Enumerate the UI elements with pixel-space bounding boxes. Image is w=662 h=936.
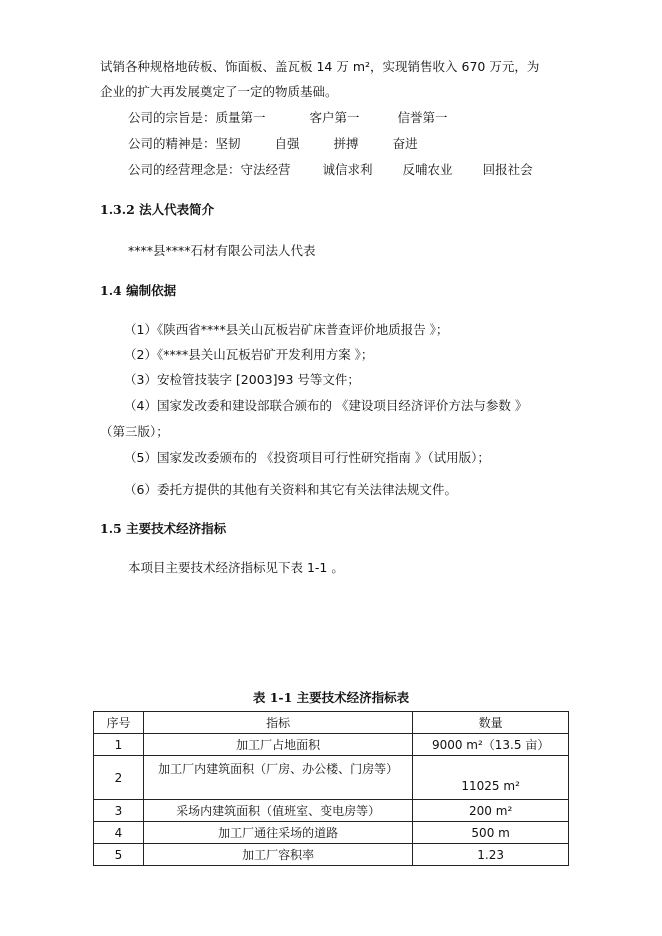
tenet-item: 客户第一 xyxy=(309,110,360,125)
indicator-table xyxy=(93,711,569,866)
column-header-quantity: 数量 xyxy=(413,712,569,734)
column-header-index: 序号 xyxy=(94,712,144,734)
row-indicator: 加工厂容积率 xyxy=(143,844,412,866)
table-row xyxy=(94,800,569,822)
paragraph-line: 企业的扩大再发展奠定了一定的物质基础。 xyxy=(100,84,338,99)
column-header-indicator: 指标 xyxy=(143,712,412,734)
row-index: 2 xyxy=(94,756,144,800)
basis-item: （6）委托方提供的其他有关资料和其它有关法律法规文件。 xyxy=(124,482,457,497)
tenet-item: 信誉第一 xyxy=(397,110,448,125)
section-heading-1-3-2: 1.3.2 法人代表简介 xyxy=(100,202,215,217)
basis-item: （第三版）； xyxy=(100,424,169,439)
company-tenets xyxy=(128,110,448,126)
table-row xyxy=(94,844,569,866)
philosophy-item: 诚信求利 xyxy=(322,162,373,177)
row-quantity: 200 m² xyxy=(413,800,569,822)
philosophy-label: 公司的经营理念是： xyxy=(128,162,241,177)
spirit-item: 坚韧 xyxy=(215,136,241,151)
row-index: 3 xyxy=(94,800,144,822)
row-indicator: 加工厂内建筑面积（厂房、办公楼、门房等） xyxy=(143,756,412,800)
paragraph-line: 试销各种规格地砖板、饰面板、盖瓦板 14 万 m²，实现销售收入 670 万元，为 xyxy=(100,59,540,74)
row-quantity: 9000 m²（13.5 亩） xyxy=(413,734,569,756)
spirit-item: 奋进 xyxy=(392,136,418,151)
philosophy-item: 回报社会 xyxy=(482,162,533,177)
row-indicator: 采场内建筑面积（值班室、变电房等） xyxy=(143,800,412,822)
table-row xyxy=(94,822,569,844)
row-index: 1 xyxy=(94,734,144,756)
table-row xyxy=(94,734,569,756)
table-caption: 表 1-1 主要技术经济指标表 xyxy=(252,690,410,705)
tenet-item: 质量第一 xyxy=(215,110,266,125)
tenets-label: 公司的宗旨是： xyxy=(128,110,216,125)
spirit-item: 自强 xyxy=(274,136,300,151)
table-header-row xyxy=(94,712,569,734)
row-quantity: 1.23 xyxy=(413,844,569,866)
section-heading-1-5: 1.5 主要技术经济指标 xyxy=(100,521,227,536)
philosophy-item: 守法经营 xyxy=(240,162,291,177)
row-index: 4 xyxy=(94,822,144,844)
row-indicator: 加工厂占地面积 xyxy=(143,734,412,756)
section-heading-1-4: 1.4 编制依据 xyxy=(100,283,177,298)
legal-rep-text: ****县****石材有限公司法人代表 xyxy=(128,243,316,258)
indicator-intro: 本项目主要技术经济指标见下表 1-1 。 xyxy=(128,560,344,575)
spirit-label: 公司的精神是： xyxy=(128,136,216,151)
basis-item: （4）国家发改委和建设部联合颁布的 《建设项目经济评价方法与参数 》 xyxy=(124,398,528,413)
row-quantity: 11025 m² xyxy=(413,756,569,800)
row-index: 5 xyxy=(94,844,144,866)
basis-item: （1）《陕西省****县关山瓦板岩矿床普查评价地质报告 》； xyxy=(124,322,449,337)
company-spirit xyxy=(128,136,418,152)
table-row xyxy=(94,756,569,800)
basis-item: （5）国家发改委颁布的 《投资项目可行性研究指南 》（试用版）； xyxy=(124,450,490,465)
row-quantity: 500 m xyxy=(413,822,569,844)
company-philosophy xyxy=(128,162,533,178)
basis-item: （3）安检管技装字 [2003]93 号等文件； xyxy=(124,372,360,387)
spirit-item: 拼搏 xyxy=(333,136,359,151)
basis-item: （2）《****县关山瓦板岩矿开发利用方案 》； xyxy=(124,347,374,362)
row-indicator: 加工厂通往采场的道路 xyxy=(143,822,412,844)
philosophy-item: 反哺农业 xyxy=(402,162,453,177)
